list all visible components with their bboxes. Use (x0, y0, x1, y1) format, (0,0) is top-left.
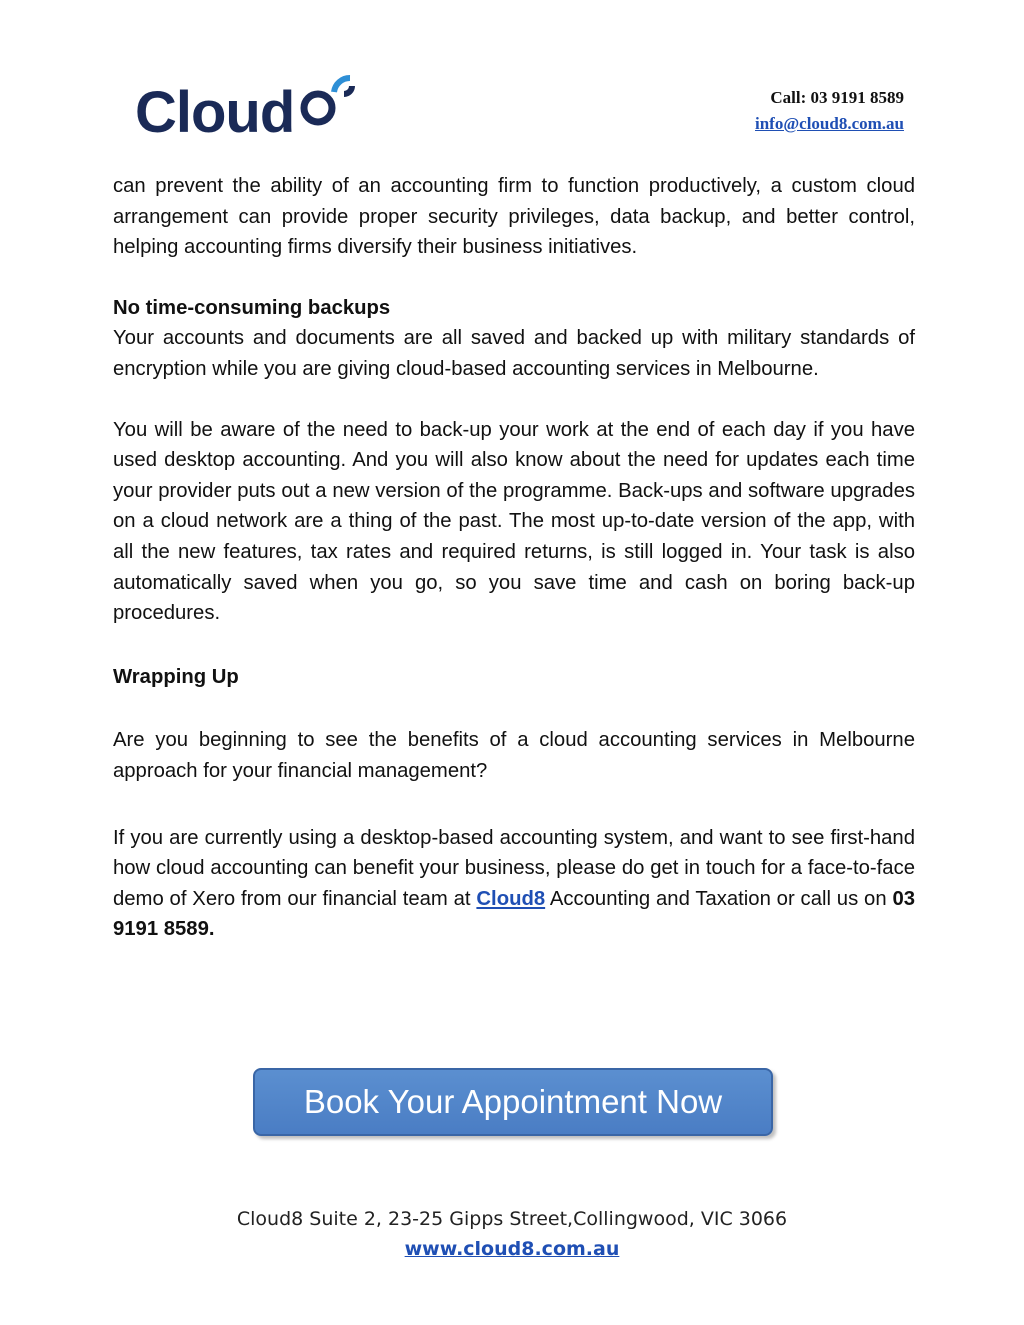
company-logo (135, 74, 362, 145)
cloud-logo-icon (300, 74, 362, 132)
article-body (113, 171, 915, 945)
heading-wrapping-up: Wrapping Up (113, 665, 239, 688)
cloud8-link[interactable]: Cloud8 (476, 887, 546, 910)
footer (0, 1208, 1024, 1260)
backups-paragraph-2: You will be aware of the need to back-up your work at the end of each day if you have used desktop accounting. And you will also know about the need for updates each time your provider puts out a new version of the programme. Back-ups and software upgrades on a cloud network are a thing of the past. The most up-to-date version of the app, with all the new features, tax rates and required returns, is still logged in. Your task is also automatically saved when you go, so you save time and cash on boring back-up procedures. (113, 418, 915, 625)
website-link[interactable]: www.cloud8.com.au (404, 1238, 620, 1260)
footer-address: Cloud8 Suite 2, 23-25 Gipps Street,Collingwood, VIC 3066 (236, 1208, 788, 1230)
contact-info (755, 88, 904, 134)
book-appointment-button[interactable]: Book Your Appointment Now (253, 1068, 773, 1136)
wrap-text-before: If you are currently using a desktop-based accounting system, and want to see first-hand how cloud accounting can benefit your business, please do get in touch for a face-to-face demo of Xero from our financial team at (113, 826, 915, 910)
phone-number: Call: 03 9191 8589 (770, 88, 904, 107)
logo-wordmark: Cloud (135, 80, 295, 145)
wrap-paragraph-2 (113, 823, 915, 945)
wrap-paragraph-1: Are you beginning to see the benefits of a cloud accounting services in Melbourne approach for your financial management? (113, 729, 915, 782)
intro-paragraph: can prevent the ability of an accounting firm to function productively, a custom cloud arrangement can provide proper security privileges, data backup, and better control, helping accounting firms diversify their business initiatives. (113, 175, 915, 259)
phone-bold: 03 9191 8589. (113, 887, 916, 941)
wrap-text-middle: Accounting and Taxation or call us on (545, 887, 893, 910)
email-link[interactable]: info@cloud8.com.au (755, 114, 904, 133)
backups-paragraph-1: Your accounts and documents are all saved and backed up with military standards of encryption while you are giving cloud-based accounting services in Melbourne. (113, 327, 915, 380)
heading-backups: No time-consuming backups (113, 296, 391, 319)
